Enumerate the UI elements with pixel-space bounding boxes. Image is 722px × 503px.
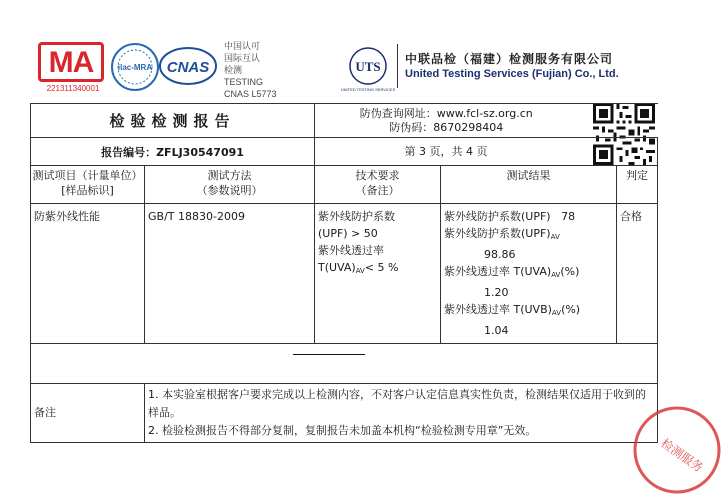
report-title: 检验检测报告 (31, 104, 315, 138)
col-header-requirement (315, 166, 441, 204)
row-method: GB/T 18830-2009 (145, 204, 315, 344)
end-line (293, 354, 365, 355)
ilac-logo-text: ilac-MRA (117, 63, 153, 72)
notes-content (145, 384, 658, 443)
req-line: (UPF) > 50 (318, 227, 378, 240)
anti-fake-site[interactable]: 防伪查询网址：www.fcl-sz.org.cn (359, 106, 533, 120)
page-info: 第 3 页，共 4 页 (315, 138, 658, 166)
header-divider (397, 44, 398, 88)
note-line-2: 2. 检验检测报告不得部分复制，复制报告未加盖本机构“检验检测专用章”无效。 (148, 424, 537, 437)
result-upfav-value: 98.86 (484, 248, 516, 261)
col-header-method-line: （参数说明） (196, 184, 263, 197)
uts-logo-text: UTS (355, 59, 381, 74)
req-uva-limit: < 5 % (364, 261, 399, 274)
cnas-line: 中国认可 (224, 41, 261, 51)
result-uva (444, 263, 613, 284)
col-header-requirement-line: （备注） (355, 184, 400, 197)
req-uva-sub: AV (355, 267, 365, 275)
req-uva-label: T(UVA) (318, 261, 356, 274)
result-uva-unit: (%) (560, 265, 580, 278)
uts-logo-subtext: UNITED TESTING SERVICES (340, 87, 396, 92)
result-upfav-label: 紫外线防护系数(UPF) (444, 227, 551, 240)
notes-label: 备注 (31, 384, 145, 443)
cnas-line: 国际互认 (224, 53, 261, 63)
anti-fake-code: 防伪码：8670298404 (389, 120, 504, 134)
result-uvb-value: 1.04 (484, 324, 509, 337)
col-header-method-line: 测试方法 (207, 169, 252, 182)
cnas-logo-text: CNAS (166, 59, 210, 76)
row-judgement: 合格 (617, 204, 658, 344)
result-uva-value: 1.20 (484, 286, 509, 299)
cnas-accreditation-text (224, 40, 277, 100)
req-line (318, 259, 437, 280)
result-uvb (444, 301, 613, 322)
result-upfav-sub: AV (550, 233, 560, 241)
row-item: 防紫外线性能 (31, 204, 145, 344)
company-name-en: United Testing Services (Fujian) Co., Ltd. (405, 68, 619, 80)
stamp-text: 检测服务 (658, 435, 706, 475)
cnas-logo (158, 44, 218, 88)
cma-number: 221311340001 (46, 84, 100, 93)
col-header-item (31, 166, 145, 204)
note-line-1: 1. 本实验室根据客户要求完成以上检测内容，不对客户认定信息真实性负责，检测结果仅适用于收到的样品。 (148, 388, 646, 419)
report-number: 报告编号：ZFLJ30547091 (31, 138, 315, 166)
company-name-cn: 中联品检（福建）检测服务有限公司 (405, 52, 614, 66)
row-result (441, 204, 617, 344)
result-upf-value: 78 (561, 210, 576, 223)
col-header-method (145, 166, 315, 204)
result-uvb-sub: AV (551, 309, 562, 317)
blank-row (31, 344, 658, 384)
col-header-item-line: [样品标识] (61, 184, 114, 197)
req-line: 紫外线防护系数 (318, 210, 395, 223)
result-upfav (444, 225, 613, 246)
col-header-requirement-line: 技术要求 (355, 169, 400, 182)
red-seal-stamp (632, 405, 722, 495)
cnas-line: TESTING (224, 77, 264, 87)
result-uvb-unit: (%) (561, 303, 581, 316)
cnas-line: CNAS L5773 (224, 89, 277, 99)
col-header-item-line: 测试项目（计量单位） (32, 169, 143, 182)
col-header-judgement: 判定 (617, 166, 658, 204)
result-upf (444, 208, 613, 225)
cma-logo: MA (38, 42, 104, 82)
anti-fake-info (315, 104, 658, 138)
report-table (30, 103, 658, 443)
result-uva-label: 紫外线透过率 T(UVA) (444, 265, 552, 278)
ilac-mra-logo (110, 42, 160, 92)
req-line: 紫外线透过率 (318, 244, 384, 257)
result-upf-label: 紫外线防护系数(UPF) (444, 210, 551, 223)
cnas-line: 检测 (224, 65, 243, 75)
row-requirement (315, 204, 441, 344)
uts-logo (342, 44, 394, 94)
col-header-result: 测试结果 (441, 166, 617, 204)
result-uva-sub: AV (551, 271, 561, 279)
result-uvb-label: 紫外线透过率 T(UVB) (444, 303, 552, 316)
